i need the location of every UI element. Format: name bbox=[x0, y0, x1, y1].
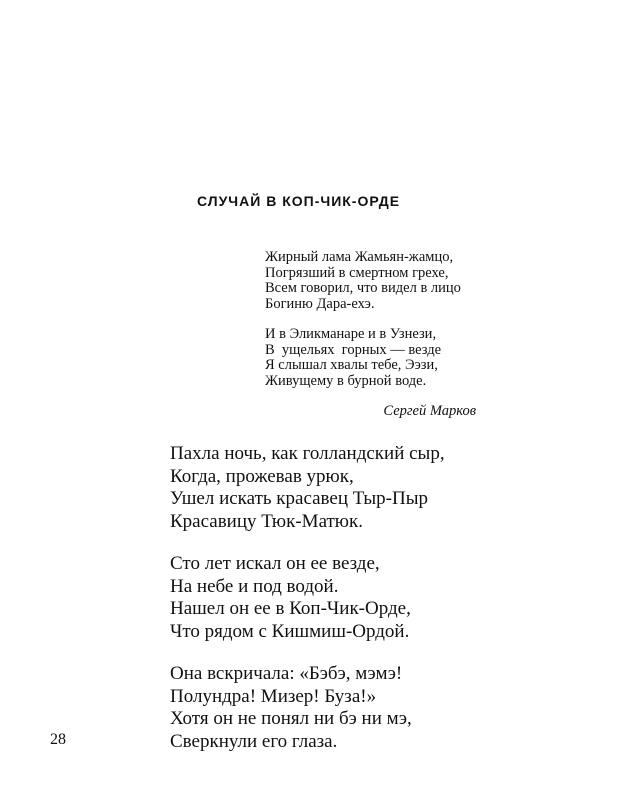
epigraph-line: Погрязший в смертном грехе, bbox=[265, 264, 449, 281]
epigraph-line: И в Эликманаре и в Узнези, bbox=[265, 326, 437, 342]
epigraph-line: Жирный лама Жамьян-жамцо, bbox=[265, 249, 454, 265]
poem-line: Когда, прожевав урюк, bbox=[170, 465, 354, 487]
poem-line: Хотя он не понял ни бэ ни мэ, bbox=[170, 708, 412, 729]
epigraph-line: Я слышал хвалы тебе, Ээзи, bbox=[265, 357, 438, 373]
poem-line: Ушел искать красавец Тыр-Пыр bbox=[170, 488, 428, 509]
poem-line: Полундра! Мизер! Буза!» bbox=[170, 685, 377, 707]
poem-title: СЛУЧАЙ В КОП-ЧИК-ОРДЕ bbox=[197, 193, 401, 209]
page-number: 28 bbox=[50, 731, 66, 748]
poem-line: На небе и под водой. bbox=[170, 575, 339, 597]
poem-line: Что рядом с Кишмиш-Ордой. bbox=[170, 620, 410, 642]
epigraph bbox=[265, 250, 461, 389]
epigraph-line: Всем говорил, что видел в лицо bbox=[265, 280, 461, 296]
epigraph-line: Живущему в бурной воде. bbox=[265, 372, 427, 389]
epigraph-author: Сергей Марков bbox=[383, 403, 476, 419]
poem-line: Пахла ночь, как голландский сыр, bbox=[170, 443, 445, 464]
poem-line: Сто лет искал он ее везде, bbox=[170, 553, 380, 574]
poem-body bbox=[170, 443, 445, 753]
epigraph-line: В ущельях горных — везде bbox=[265, 341, 442, 358]
poem-line: Красавицу Тюк-Матюк. bbox=[170, 510, 363, 532]
epigraph-line: Богиню Дара-ехэ. bbox=[265, 295, 375, 312]
poem-line: Нашел он ее в Коп-Чик-Орде, bbox=[170, 598, 411, 619]
poem-line: Сверкнули его глаза. bbox=[170, 730, 338, 752]
poem-line: Она вскричала: «Бэбэ, мэмэ! bbox=[170, 663, 403, 684]
